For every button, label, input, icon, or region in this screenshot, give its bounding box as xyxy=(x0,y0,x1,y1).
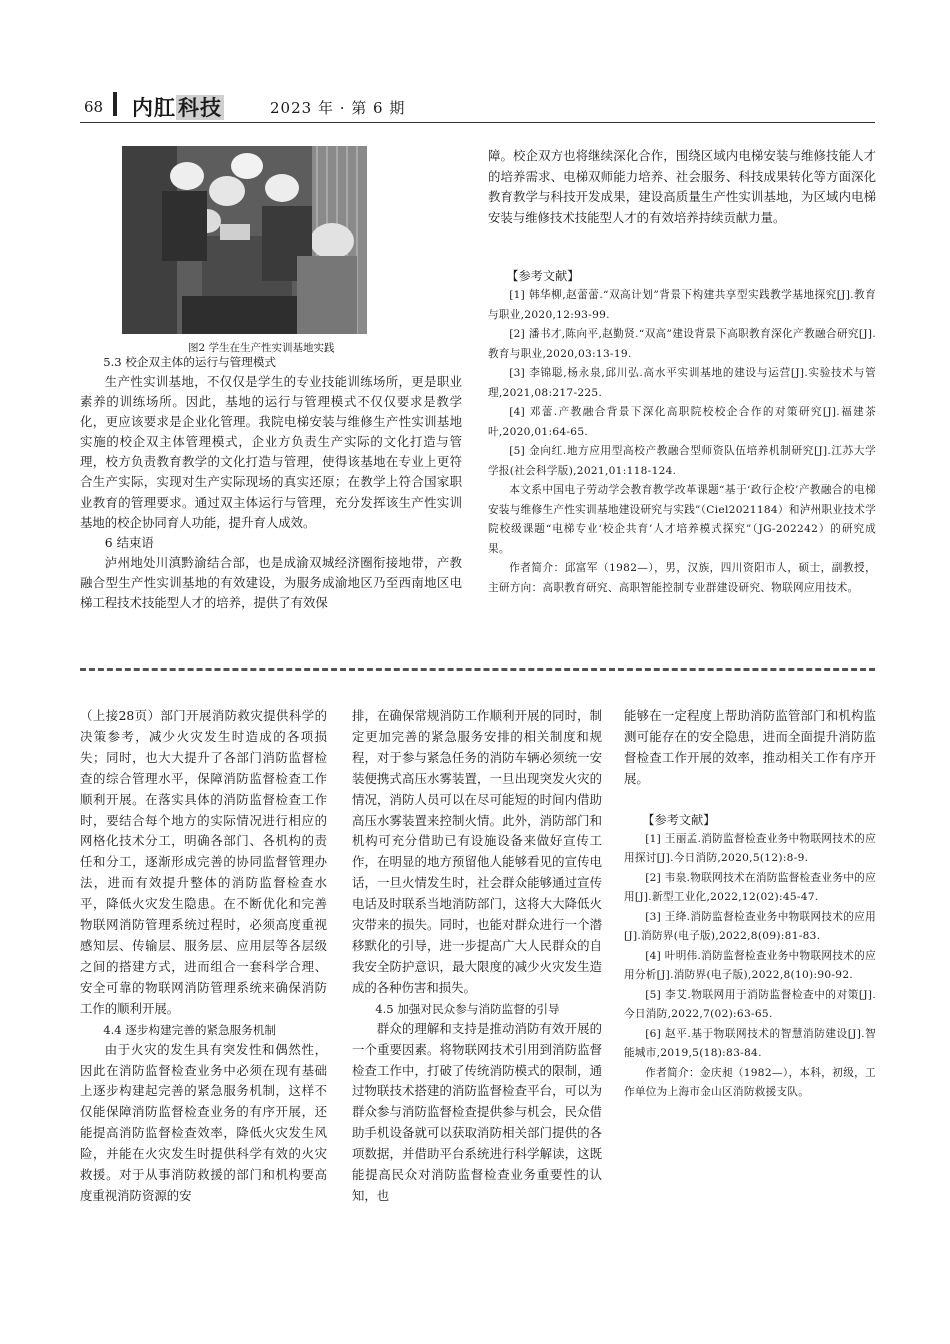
reference-item: [2] 潘书才,陈向平,赵勤贤.“双高”建设背景下高职教育深化产教融合研究[J].教育与职业,2020,03:13-19. xyxy=(488,328,876,360)
author-bio: 作者简介：邱富军（1982—），男，汉族，四川资阳市人，硕士，副教授，主研方向：高职教育研究、高职智能控制专业群建设研究、物联网应用技术。 xyxy=(488,562,876,594)
issue-label: 2023 年 · 第 6 期 xyxy=(270,99,406,117)
paragraph: 由于火灾的发生具有突发性和偶然性，因此在消防监督检查业务中必须在现有基础上逐步构建起完善的紧急服务机制，这样不仅能保障消防监督检查业务的有序开展，还能提高消防监督检查效率，降低火灾发生风险，并能在火灾发生时提供科学有效的火灾救援。对于从事消防救援的部门和机构要高度重视消防资源的安 xyxy=(80,1041,327,1203)
page-number: 68 xyxy=(84,98,104,116)
paragraph: 排，在确保常规消防工作顺利开展的同时，制定更加完善的紧急服务安排的相关制度和规程，对于参与紧急任务的消防车辆必须统一安装便携式高压水雾装置，一旦出现突发火灾的情况，消防人员可以在尽可能短的时间内借助高压水雾装置来控制火情。此外，消防部门和机构可充分借助已有设施设备来做好宣传工作，在明显的地方预留他人能够看见的宣传电话，一旦火情发生时，社会群众能够通过宣传电话及时联系当地消防部门，这将大大降低火灾带来的损失。同时，也能对群众进行一个潜移默化的引导，进一步提高广大人民群众的自我安全防护意识，最大限度的减少火灾发生造成的各种伤害和损失。 xyxy=(352,708,602,995)
journal-logo xyxy=(132,92,224,122)
article2-column-2 xyxy=(352,706,602,1207)
reference-item: [2] 韦泉.物联网技术在消防监督检查业务中的应用[J].新型工业化,2022,12(02):45-47. xyxy=(624,871,876,904)
article-divider xyxy=(80,668,875,671)
section-heading: 4.5 加强对民众参与消防监督的引导 xyxy=(375,1001,560,1016)
section-heading: 4.4 逐步构建完善的紧急服务机制 xyxy=(103,1022,277,1037)
article1-references xyxy=(488,266,876,598)
references-heading: 【参考文献】 xyxy=(506,269,580,283)
article2-column-3 xyxy=(624,706,876,1103)
paragraph: 能够在一定程度上帮助消防监管部门和机构监测可能存在的安全隐患，进而全面提升消防监督检查工作开展的效率，推动相关工作有序开展。 xyxy=(624,708,876,786)
reference-item: [1] 王丽孟.消防监督检查业务中物联网技术的应用探讨[J].今日消防,2020,5(12):8-9. xyxy=(624,832,876,865)
reference-item: [4] 邓蕾.产教融合背景下深化高职院校校企合作的对策研究[J].福建茶叶,2020,01:64-65. xyxy=(488,406,876,438)
header-rule xyxy=(80,122,875,123)
article1-left-column xyxy=(80,352,462,613)
author-bio: 作者简介：金庆昶（1982—），本科，初级，工作单位为上海市金山区消防救援支队。 xyxy=(624,1066,876,1099)
figure-photo xyxy=(122,146,367,334)
figure-caption: 图2 学生在生产性实训基地实践 xyxy=(188,342,335,354)
paragraph: 泸州地处川滇黔渝结合部，也是成渝双城经济圈衔接地带，产教融合型生产性实训基地的有效建设，为服务成渝地区乃至西南地区电梯工程技术技能型人才的培养，提供了有效保 xyxy=(80,554,462,610)
article2-column-1 xyxy=(80,706,327,1207)
paragraph: 群众的理解和支持是推动消防有效开展的一个重要因素。将物联网技术引用到消防监督检查工作中，打破了传统消防模式的限制，通过物联技术搭建的消防监督检查平台，可以为群众参与消防监督检查提供参与机会，民众借助手机设备就可以获取消防相关部门提供的各项数据，并借助平台系统进行科学解读，这既能提高民众对消防监督检查业务重要性的认知，也 xyxy=(352,1020,602,1203)
journal-logo-part2: 科技 xyxy=(178,95,222,120)
funding-note: 本文系中国电子劳动学会教育教学改革课题“基于‘政行企校’产教融合的电梯安装与维修生产性实训基地建设研究与实践”（Ciel2021184）和泸州职业技术学院校级课题“电梯专业‘校企共育’人才培养模式探究”（JG-202242）的研究成果。 xyxy=(488,484,876,555)
reference-item: [3] 王绛.消防监督检查业务中物联网技术的应用[J].消防界(电子版),2022,8(09):81-83. xyxy=(624,910,876,943)
section-heading: 5.3 校企双主体的运行与管理模式 xyxy=(103,355,277,369)
reference-item: [1] 韩华柳,赵蕾蕾.“双高计划”背景下构建共享型实践教学基地探究[J].教育与职业,2020,12:93-99. xyxy=(488,289,876,321)
reference-item: [3] 李锦聪,杨永泉,邱川弘.高水平实训基地的建设与运营[J].实验技术与管理,2021,08:217-225. xyxy=(488,367,876,399)
paragraph: 障。校企双方也将继续深化合作，围绕区域内电梯安装与维修技能人才的培养需求、电梯双师能力培养、社会服务、科技成果转化等方面深化教育教学与科技开发成果，建设高质量生产性实训基地，为区域内电梯安装与维修技术技能型人才的有效培养持续贡献力量。 xyxy=(488,148,876,225)
references-heading: 【参考文献】 xyxy=(642,812,716,827)
reference-item: [4] 叶明伟.消防监督检查业务中物联网技术的应用分析[J].消防界(电子版),2022,8(10):90-92. xyxy=(624,949,876,982)
article1-right-column xyxy=(488,146,876,228)
journal-logo-part1: 内肛 xyxy=(132,95,176,120)
reference-item: [5] 金向红.地方应用型高校产教融合型师资队伍培养机制研究[J].江苏大学学报(社会科学版),2021,01:118-124. xyxy=(488,445,876,477)
paragraph: 生产性实训基地，不仅仅是学生的专业技能训练场所，更是职业素养的训练场所。因此，基地的运行与管理模式不仅仅要求是教学化，更应该要求是企业化管理。我院电梯安装与维修生产性实训基地实施的校企双主体管理模式，企业方负责生产实际的文化打造与管理，校方负责教育教学的文化打造与管理，使得该基地在专业上更符合生产实际，实现对生产实际现场的真实还原；在教学上符合国家职业教育的管理要求。通过双主体运行与管理，充分发挥该生产性实训基地的校企协同育人功能，提升育人成效。 xyxy=(80,374,462,530)
header-divider xyxy=(113,92,117,116)
reference-item: [5] 李艾.物联网用于消防监督检查中的对策[J].今日消防,2022,7(02):63-65. xyxy=(624,988,876,1021)
section-heading: 6 结束语 xyxy=(104,534,154,550)
reference-item: [6] 赵平.基于物联网技术的智慧消防建设[J].智能城市,2019,5(18):83-84. xyxy=(624,1027,876,1060)
photo-icon xyxy=(122,146,367,334)
paragraph: （上接28页）部门开展消防救灾提供科学的决策参考，减少火灾发生时造成的各项损失；同时，也大大提升了各部门消防监督检查的综合管理水平，保障消防监督检查工作顺利开展。在落实具体的消防监督检查工作时，要结合每个地方的实际情况进行相应的网格化技术分工，明确各部门、各机构的责任和分工，逐渐形成完善的协同监督管理办法，进而有效提升整体的消防监督检查水平，降低火灾发生隐患。在不断优化和完善物联网消防管理系统过程时，必须高度重视感知层、传输层、服务层、应用层等各层级之间的搭建方式，进而组合一套科学合理、安全可靠的物联网消防管理系统来确保消防工作的顺利开展。 xyxy=(80,708,327,1016)
